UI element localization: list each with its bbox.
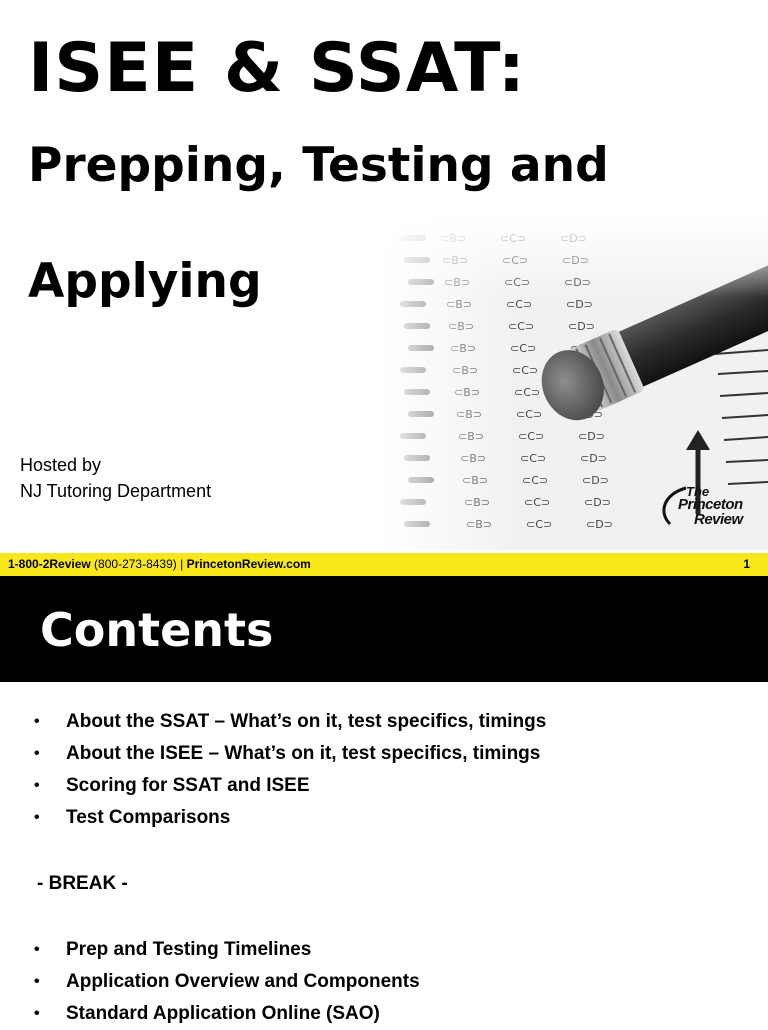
logo-review: Review: [694, 511, 743, 528]
page-number: 1: [743, 557, 750, 571]
list-item: [0, 934, 420, 966]
footer-website-link[interactable]: PrincetonReview.com: [186, 557, 311, 571]
slide-title: ISEE & SSAT:: [28, 29, 526, 108]
footer-contact: [8, 553, 311, 576]
logo-princeton: Princeton: [678, 496, 743, 513]
bullet-icon: •: [34, 745, 40, 762]
list-item: [0, 770, 546, 802]
bullet-icon: •: [34, 1005, 40, 1022]
list-item-text: Prep and Testing Timelines: [66, 939, 312, 960]
list-item-text: Standard Application Online (SAO): [66, 1003, 380, 1024]
list-item: [0, 706, 546, 738]
bullet-icon: •: [34, 777, 40, 794]
contents-banner: [0, 576, 768, 682]
list-item-text: Scoring for SSAT and ISEE: [66, 775, 310, 796]
contents-list-part1: [0, 706, 546, 834]
list-item-text: About the SSAT – What’s on it, test specifics, timings: [66, 711, 547, 732]
bullet-icon: •: [34, 941, 40, 958]
list-item: [0, 998, 420, 1030]
slide-subtitle: Prepping, Testing and Applying: [28, 138, 609, 309]
host-info: [20, 452, 211, 504]
contents-title: Contents: [40, 603, 274, 657]
list-item-text: About the ISEE – What’s on it, test specifics, timings: [66, 743, 541, 764]
logo-the: The: [686, 484, 710, 499]
bullet-icon: •: [34, 809, 40, 826]
bullet-icon: •: [34, 713, 40, 730]
contents-slide: [0, 576, 768, 1024]
department-name: NJ Tutoring Department: [20, 481, 212, 501]
list-item: [0, 738, 546, 770]
contents-list-part2: [0, 934, 420, 1030]
footer-phone-digits: (800-273-8439) |: [90, 557, 187, 571]
footer-bar: [0, 553, 768, 576]
list-item: [0, 802, 546, 834]
bullet-icon: •: [34, 973, 40, 990]
list-item-text: Application Overview and Components: [66, 971, 420, 992]
list-item-text: Test Comparisons: [66, 807, 231, 828]
break-label: - BREAK -: [37, 873, 128, 894]
footer-phone: 1-800-2Review: [8, 557, 91, 571]
list-item: [0, 966, 420, 998]
princeton-review-logo: [652, 478, 762, 538]
hosted-by-label: Hosted by: [20, 455, 102, 475]
